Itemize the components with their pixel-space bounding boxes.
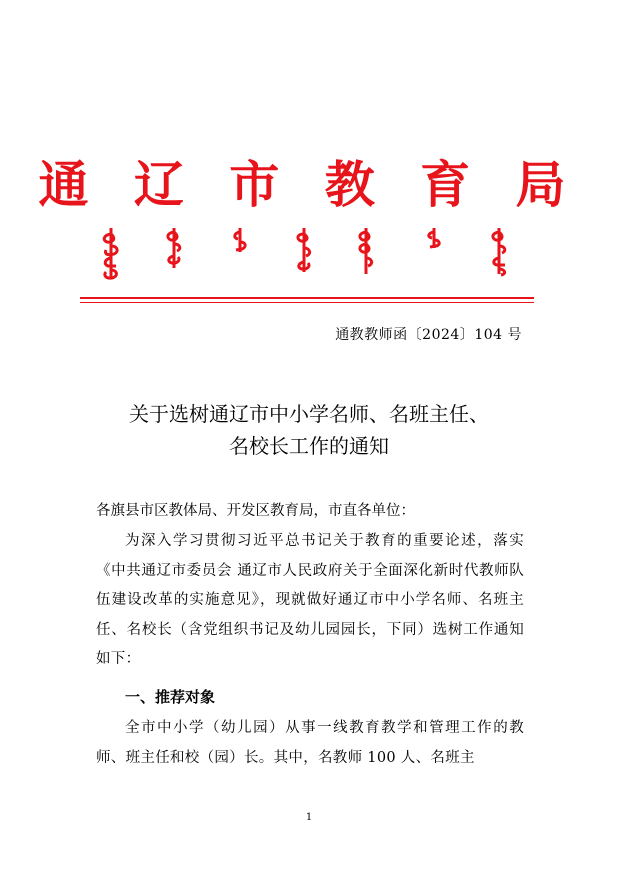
document-number: 通教教师函〔2024〕104 号 [335,327,522,343]
body-paragraph-1: 为深入学习贯彻习近平总书记关于教育的重要论述，落实《中共通辽市委员会 通辽市人民政府关于全面深化新时代教师队伍建设改革的实施意见》，现就做好通辽市中小学名师、名班主任、名校长（含党组织书记及幼儿园园长，下同）选树工作通知如下： [96,533,524,667]
salutation: 各旗县市区教体局、开发区教育局，市直各单位： [96,503,415,519]
letterhead-title: 通 辽 市 教 育 局 [38,155,580,214]
document-title [0,398,618,462]
letterhead-divider-thick [80,297,534,299]
mongolian-script-letterhead [96,226,526,284]
body-paragraph-2: 全市中小学（幼儿园）从事一线教育教学和管理工作的教师、班主任和校（园）长。其中，名教师 100 人、名班主 [96,720,524,766]
document-title-line-1: 关于选树通辽市中小学名师、名班主任、 [129,402,489,426]
mongolian-word-4 [292,226,316,276]
mongolian-word-1 [98,226,124,280]
letterhead-divider-thin [80,302,534,303]
document-title-line-2: 名校长工作的通知 [229,434,389,458]
mongolian-word-3 [230,226,250,256]
page-number: 1 [305,812,313,823]
mongolian-word-2 [162,226,186,272]
section-heading-1: 一、推荐对象 [125,688,216,706]
mongolian-word-7 [486,226,512,278]
mongolian-word-6 [424,226,444,252]
mongolian-word-5 [354,226,378,278]
